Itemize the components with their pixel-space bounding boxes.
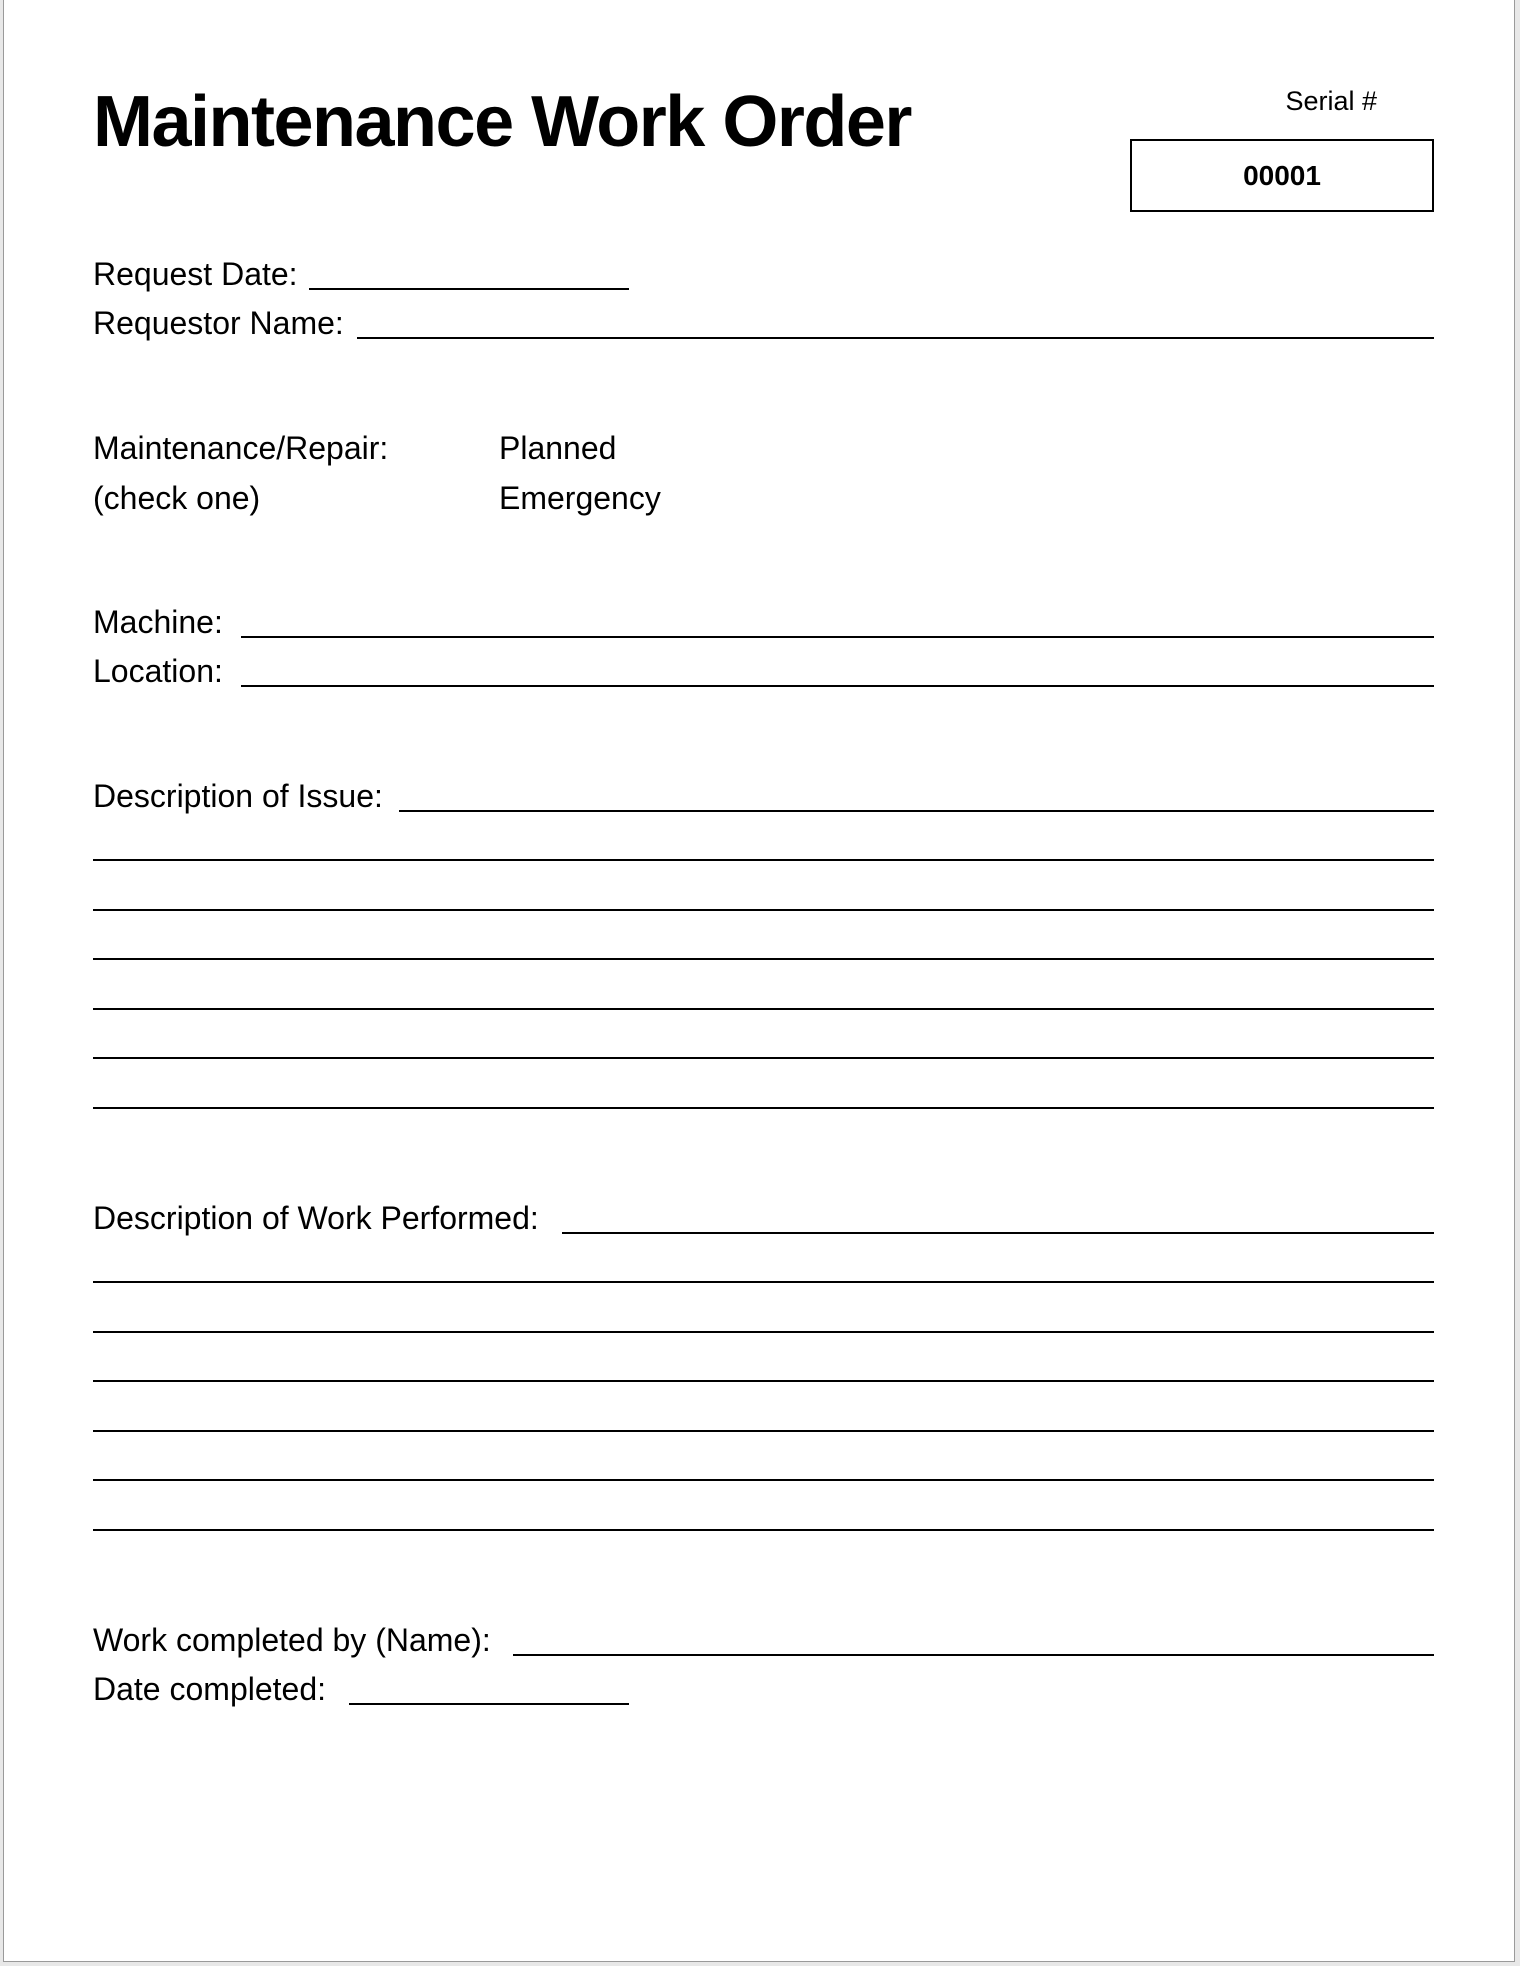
check-one-hint: (check one) xyxy=(93,480,261,516)
completed-by-field[interactable] xyxy=(513,1654,1434,1656)
work-performed-line[interactable] xyxy=(93,1380,1434,1382)
date-completed-field[interactable] xyxy=(349,1703,629,1705)
option-planned[interactable]: Planned xyxy=(499,430,617,466)
serial-number: 00001 xyxy=(1243,159,1321,191)
option-emergency[interactable]: Emergency xyxy=(499,480,661,516)
issue-description-line[interactable] xyxy=(93,859,1434,861)
work-performed-label: Description of Work Performed: xyxy=(93,1200,539,1236)
date-completed-label: Date completed: xyxy=(93,1671,327,1707)
requestor-name-label: Requestor Name: xyxy=(93,305,344,341)
machine-label: Machine: xyxy=(93,604,223,640)
completed-by-label: Work completed by (Name): xyxy=(93,1622,491,1658)
work-performed-line[interactable] xyxy=(93,1479,1434,1481)
request-date-field[interactable] xyxy=(309,288,629,290)
issue-description-label: Description of Issue: xyxy=(93,778,383,814)
serial-number-box xyxy=(1130,139,1434,212)
form-title: Maintenance Work Order xyxy=(93,82,911,162)
work-performed-line[interactable] xyxy=(562,1232,1434,1234)
location-field[interactable] xyxy=(241,685,1434,687)
request-date-label: Request Date: xyxy=(93,256,298,292)
maintenance-type-label: Maintenance/Repair: xyxy=(93,430,389,466)
work-performed-line[interactable] xyxy=(93,1529,1434,1531)
issue-description-line[interactable] xyxy=(93,1008,1434,1010)
machine-field[interactable] xyxy=(241,636,1434,638)
issue-description-line[interactable] xyxy=(93,1057,1434,1059)
work-performed-line[interactable] xyxy=(93,1281,1434,1283)
issue-description-line[interactable] xyxy=(93,909,1434,911)
serial-label: Serial # xyxy=(1285,86,1377,116)
issue-description-line[interactable] xyxy=(399,810,1434,812)
work-performed-line[interactable] xyxy=(93,1331,1434,1333)
work-performed-line[interactable] xyxy=(93,1430,1434,1432)
work-order-page xyxy=(3,0,1515,1962)
issue-description-line[interactable] xyxy=(93,958,1434,960)
location-label: Location: xyxy=(93,653,223,689)
issue-description-line[interactable] xyxy=(93,1107,1434,1109)
requestor-name-field[interactable] xyxy=(357,337,1434,339)
